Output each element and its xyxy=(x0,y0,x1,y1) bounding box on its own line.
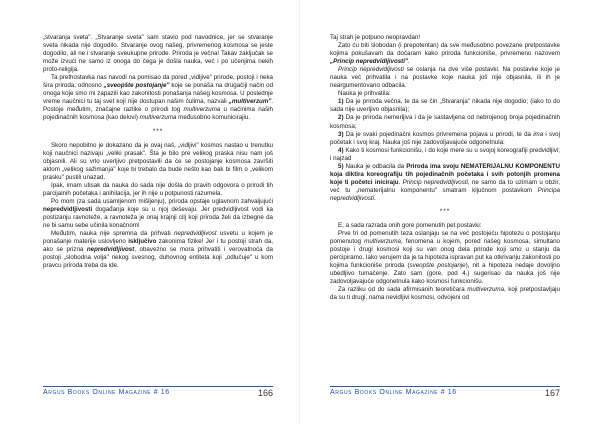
text-run: Ipak, imam utisak da nauka do sada nije došla do pravih odgovora o prirodi tih parcijalnih početaka i anihilacija, jer ih nije u potpunosti razumela. xyxy=(43,181,273,197)
text-run: , fenomena u kojem, pored našeg kosmosa, simultano postoje i drugi kosmosi koji su van onog dela prirode koji smo u stanju da percipiramo. Iako verujem da je ta hipoteza ispravan put ka otkrivanju zakonitosti po kojima funkcioniše priroda ( xyxy=(330,238,560,270)
text-run: „stvaranja sveta". „Stvaranje sveta" sam stavio pod navodnice, jer se stvaranje sveta nikada nije dogodilo. Stvaranje ovog našeg, privremenog kosmosa se jeste dogodilo, ali ne i stvaranje sveukupne prirode. Priroda je večna! Takav zaključak se može izvući ne samo iz onoga do čega je došla nauka, već i po učenjima nekih proto-religija. xyxy=(43,34,273,74)
text-run: . xyxy=(407,58,410,66)
body-paragraph xyxy=(43,34,273,74)
body-paragraph xyxy=(330,42,560,66)
text-run: događanja koje su u njoj deševaju. Jer predvidljivost vodi ka postizanju ravnoteže, a ravnoteža je onaj krajnji cilj koji priroda želi da izbegne da ne bi samu sebe učinila konačnom! xyxy=(43,205,273,230)
text-run: Principa nepredvidljivosti xyxy=(330,186,560,202)
text-run: Ta prethostavka nas navodi na pomisao da pored „vidljive" prirode, postoji i neka šira priroda, odnosno xyxy=(43,74,273,90)
body-paragraph xyxy=(330,147,560,163)
body-paragraph xyxy=(330,114,560,130)
body-paragraph xyxy=(330,131,560,147)
body-paragraph xyxy=(330,222,560,230)
text-run: multiverzuma xyxy=(467,286,505,294)
text-run: Po mom (za sada usamljenom mišljenju), priroda opstaje uglavnom zahvaljujući xyxy=(51,197,273,205)
text-run: Zato ću biti slobodan (i prepotentan) da sve međusobno povezane pretpostavke kojima pokušavam da dočaram kako priroda funkcioniše, privremeno nazovem xyxy=(330,42,560,58)
text-run: 3) xyxy=(338,130,344,138)
body-paragraph xyxy=(43,198,273,230)
body-paragraph xyxy=(330,163,560,203)
text-run: , koji pretpostavljaju da su ti drugi, nama nevidljivi kosmosi, odvojeni od xyxy=(330,286,560,302)
text-run: Princip nepredvidljivosti xyxy=(402,178,468,186)
text-run: nepredvidljivost xyxy=(173,230,217,238)
text-run: Prve tri od pomenutih teza oslanjaju se na već postojeću hipotezu o postojanju pomenutog xyxy=(330,230,560,246)
text-run: Princip nepredvidljivosti xyxy=(338,66,404,74)
text-run: 5) xyxy=(338,162,344,170)
text-run: . xyxy=(374,194,376,202)
text-run: 1) xyxy=(338,98,344,106)
body-paragraph xyxy=(330,286,560,302)
text-run: Nauka je odbacila da xyxy=(343,162,407,170)
text-run: Kako ti kosmosi funkcionišu, i do koje mere su u svojoj koreografiji predvidljivi; i najzad xyxy=(330,146,560,162)
body-paragraph xyxy=(330,230,560,286)
body-paragraph xyxy=(43,74,273,122)
body-paragraph xyxy=(330,90,560,98)
body-paragraph xyxy=(43,230,273,270)
text-run: se oslanja na dve više postavki. Na postavke koje je nauka već prihvatila i na postavke koje nauka još nije objasnila, ili ih je neargumentovano odbacila. xyxy=(330,66,560,90)
right-footer xyxy=(330,386,560,404)
page-number: 166 xyxy=(257,388,273,398)
text-run: , obavezno se mora prihvatiti i verovatnoća da postoji „slobodna volja" nekog svesnog, duhovnog entiteta koji „odlučuje" u kom pravcu priroda treba da ide. xyxy=(43,246,273,270)
text-run: multiverzuma xyxy=(183,106,221,114)
text-run: isključivo xyxy=(128,238,157,246)
text-run: ), nit a hipoteza nedaje dovoljno ubedljivo tumačenje. Zato sam (gore, pod 4.) sugerisao da nauka još nije zadovoljavajuće odgonetnula kako kosmosi funkcionišu. xyxy=(330,262,560,286)
body-paragraph xyxy=(330,66,560,90)
text-run: koje se ponaša na drugačiji način od onoga koje smo mi zapazili kao zakonitosti ponašanja našeg kosmosa. U poslednje vreme naučnici tu taj svet koji nije dostupan našim čulima, nazvali xyxy=(43,82,274,106)
text-run: Međutim, nauka nije spremna da prihvati xyxy=(51,230,174,238)
text-run: 2) xyxy=(338,114,344,122)
section-separator: *** xyxy=(439,207,451,215)
text-run: E, a sada razrada onih gore pomenutih pet postavki: xyxy=(338,222,482,230)
text-run: Da je priroda večna, te da se čin „Stvaranja" nikada nije dogodio; (iako to do sada nije uverljivo objasnila); xyxy=(330,98,560,114)
text-run: multiverzuma xyxy=(139,114,177,122)
text-run: Taj strah je potpuno neopravdan! xyxy=(330,34,421,41)
text-run: sveopšte postojanje xyxy=(409,262,466,270)
text-run: multiverzuma xyxy=(364,238,401,246)
text-run: , ne samo da to uzimam u obzir, već tu „nematerijalnu komponentu" smatram ključnom postavkom xyxy=(330,178,560,194)
body-paragraph xyxy=(43,142,273,182)
magazine-title: Argus Books Online Magazine # 16 xyxy=(330,389,457,396)
text-run: i svoj početak i svoj kraj. Nauka još nije zadovoljavajuće odgonetnula: xyxy=(330,130,560,146)
text-run: Za razliku od do sada afirmisanih teoretičara xyxy=(338,286,468,294)
body-paragraph xyxy=(43,182,273,198)
right-text-column xyxy=(330,34,560,303)
text-run: Skoro nepobitno je dokazano da je ovaj naš, „vidljivi" kosmos nastao u trenutku koji naučnici nazivaju „veliki prasak". Šta je bilo pre velikog praska nisu nam još objasnili. Ali su vrlo uverljivo pretpostavili da će se postojanje kosmosa završiti aktom „velikog sažimanja" koje bi trebalo da bude nešto kao bak bi film o „velikom prasku" pustili unazad. xyxy=(43,141,273,181)
text-run: nepredvidljivosti xyxy=(43,205,93,213)
text-run: 4) xyxy=(338,146,344,154)
page-number: 167 xyxy=(544,388,560,398)
text-run: . Postoje međutim, značajne razlike o prirodi tog xyxy=(43,98,273,114)
text-run: „sveopšte postojanje" xyxy=(103,82,170,90)
text-run: usvetu u kojem je ponašanje materije uslovljeno xyxy=(43,230,274,246)
body-paragraph xyxy=(330,98,560,114)
text-run: zakonima fizike! Jer i tu postoji strah da, ako se prizna xyxy=(43,238,273,254)
text-run: međusobno komunicirajiu. xyxy=(176,114,251,122)
magazine-title: Argus Books Online Magazine # 16 xyxy=(43,389,170,396)
text-run: . xyxy=(398,178,403,186)
text-run: Da je svaki pojedinačni kosmos privremena pojava u prirodi, te da xyxy=(343,130,534,138)
text-run: „multiverzum" xyxy=(228,98,272,106)
left-footer xyxy=(43,386,273,404)
left-text-column xyxy=(43,34,273,270)
text-run: Nauka je prihvatila: xyxy=(338,90,391,98)
text-run: ima xyxy=(533,130,544,138)
text-run: u načinima naših pojedinačnih kosmosa (kao delovi) xyxy=(43,106,273,122)
text-run: Priroda ima svoju NEMATERIJALNU KOMPONENTU koja diktira koreografiju tih pojedinačnih početaka i svih potonjih promena koje ti početci iniciraju xyxy=(330,162,561,186)
text-run: nepredvidljivost xyxy=(86,246,135,254)
text-run: „Princip nepredvidljivosti" xyxy=(330,58,408,66)
body-paragraph xyxy=(330,34,560,42)
section-separator: *** xyxy=(152,127,164,135)
text-run: Da je priroda nemerljiva i da je sastavljena od nebrojenog broja pojedinačnih kosmosa; xyxy=(330,114,560,130)
right-page xyxy=(300,0,600,424)
